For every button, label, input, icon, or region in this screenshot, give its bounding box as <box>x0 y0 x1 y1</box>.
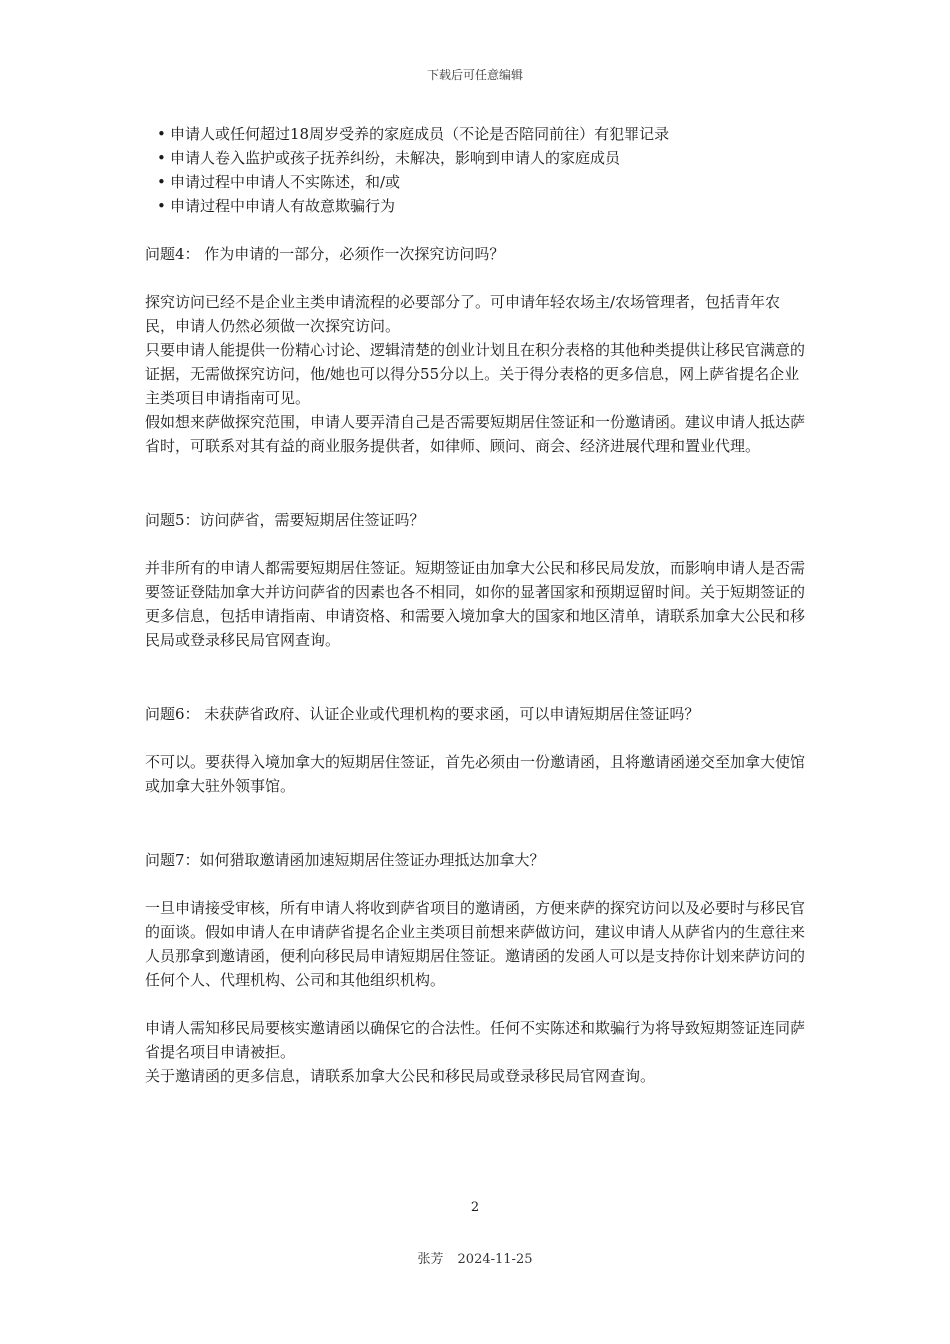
footer-date: 2024-11-25 <box>457 1252 533 1267</box>
question-5: 问题5：访问萨省，需要短期居住签证吗？ <box>145 511 425 529</box>
answer-4-paragraph: 假如想来萨做探究范围，申请人要弄清自己是否需要短期居住签证和一份邀请函。建议申请人抵达萨省时，可联系对其有益的商业服务提供者，如律师、顾问、商会、经济进展代理和置业代理。 <box>145 413 806 455</box>
list-item-text: 申请过程中申请人不实陈述，和/或 <box>170 173 401 191</box>
page-footer <box>0 1248 950 1267</box>
answer-4-paragraph: 只要申请人能提供一份精心讨论、逻辑清楚的创业计划且在积分表格的其他种类提供让移民官满意的证据，无需做探究访问，他/她也可以得分55分以上。关于得分表格的更多信息，网上萨省提名企业主类项目申请指南可见。 <box>145 341 806 407</box>
list-item-text: 申请人卷入监护或孩子抚养纠纷，未解决，影响到申请人的家庭成员 <box>170 149 621 167</box>
question-4: 问题4： 作为申请的一部分，必须作一次探究访问吗？ <box>145 245 505 263</box>
list-item <box>145 194 810 218</box>
answer-7-paragraph: 一旦申请接受审核，所有申请人将收到萨省项目的邀请函，方便来萨的探究访问以及必要时与移民官的面谈。假如申请人在申请萨省提名企业主类项目前想来萨做访问，建议申请人从萨省内的生意往来人员那拿到邀请函，便利向移民局申请短期居住签证。邀请函的发函人可以是支持你计划来萨访问的任何个人、代理机构、公司和其他组织机构。 <box>145 899 806 989</box>
bullet-icon: • <box>157 173 166 191</box>
question-7: 问题7：如何猎取邀请函加速短期居住签证办理抵达加拿大？ <box>145 851 545 869</box>
answer-5-paragraph: 并非所有的申请人都需要短期居住签证。短期签证由加拿大公民和移民局发放，而影响申请人是否需要签证登陆加拿大并访问萨省的因素也各不相同，如你的显著国家和预期逗留时间。关于短期签证的更多信息，包括申请指南、申请资格、和需要入境加拿大的国家和地区清单，请联系加拿大公民和移民局或登录移民局官网查询。 <box>145 559 806 649</box>
footer-author: 张芳 <box>417 1252 444 1267</box>
page-header: 下载后可任意编辑 <box>426 68 523 82</box>
list-item-text: 申请人或任何超过18周岁受养的家庭成员（不论是否陪同前往）有犯罪记录 <box>170 125 670 143</box>
bullet-icon: • <box>157 197 166 215</box>
list-item <box>145 146 810 170</box>
list-item <box>145 122 810 146</box>
bullet-list <box>145 122 810 218</box>
answer-6-paragraph: 不可以。要获得入境加拿大的短期居住签证，首先必须由一份邀请函，且将邀请函递交至加拿大使馆或加拿大驻外领事馆。 <box>145 753 806 795</box>
answer-4-paragraph: 探究访问已经不是企业主类申请流程的必要部分了。可申请年轻农场主/农场管理者，包括青年农民，申请人仍然必须做一次探究访问。 <box>145 293 781 335</box>
list-item-text: 申请过程中申请人有故意欺骗行为 <box>170 197 396 215</box>
bullet-icon: • <box>157 149 166 167</box>
list-item <box>145 170 810 194</box>
bullet-icon: • <box>157 125 166 143</box>
answer-7-paragraph: 关于邀请函的更多信息，请联系加拿大公民和移民局或登录移民局官网查询。 <box>145 1067 656 1085</box>
answer-7-paragraph: 申请人需知移民局要核实邀请函以确保它的合法性。任何不实陈述和欺骗行为将导致短期签证连同萨省提名项目申请被拒。 <box>145 1019 806 1061</box>
question-6: 问题6： 未获萨省政府、认证企业或代理机构的要求函，可以申请短期居住签证吗？ <box>145 705 700 723</box>
page-number: 2 <box>470 1200 480 1215</box>
document-body <box>145 122 810 1088</box>
